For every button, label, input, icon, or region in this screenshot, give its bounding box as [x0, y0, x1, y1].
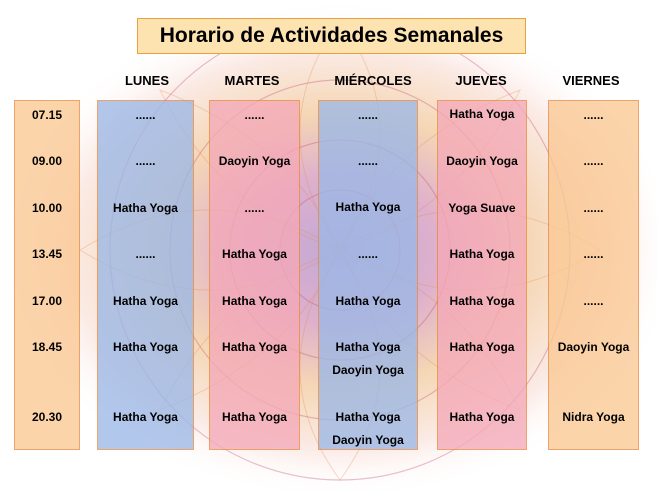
miercoles-slot: Daoyin Yoga [332, 433, 404, 447]
time-column [14, 100, 80, 450]
viernes-slot: Daoyin Yoga [557, 340, 630, 354]
page-title: Horario de Actividades Semanales [137, 18, 526, 54]
time-2: 10.00 [31, 201, 63, 215]
lunes-slot: Hatha Yoga [113, 201, 178, 215]
miercoles-slot: ...... [357, 108, 378, 122]
jueves-slot: Yoga Suave [448, 201, 516, 215]
martes-slot: Hatha Yoga [222, 410, 287, 424]
header-jueves: JUEVES [455, 73, 507, 88]
jueves-column [437, 100, 527, 450]
jueves-slot: Daoyin Yoga [446, 154, 518, 168]
lunes-slot: Hatha Yoga [113, 410, 178, 424]
miercoles-slot: ...... [357, 154, 378, 168]
jueves-slot: Hatha Yoga [449, 247, 515, 261]
jueves-slot: Hatha Yoga [449, 340, 515, 354]
time-1: 09.00 [31, 154, 63, 168]
header-martes: MARTES [224, 73, 280, 88]
lunes-slot: ...... [135, 108, 156, 122]
miercoles-column [318, 100, 418, 450]
martes-slot: Hatha Yoga [222, 294, 287, 308]
martes-slot: ...... [244, 201, 265, 215]
miercoles-slot: Hatha Yoga [335, 410, 401, 424]
viernes-slot: ...... [583, 201, 604, 215]
viernes-column [548, 100, 639, 450]
miercoles-slot: Hatha Yoga [335, 200, 401, 214]
time-0: 07.15 [31, 108, 63, 122]
lunes-slot: ...... [135, 154, 156, 168]
jueves-slot: Hatha Yoga [449, 107, 515, 121]
header-lunes: LUNES [124, 73, 170, 88]
lunes-column [97, 100, 194, 450]
time-4: 17.00 [31, 294, 63, 308]
martes-slot: Hatha Yoga [222, 247, 287, 261]
lunes-slot: Hatha Yoga [113, 294, 178, 308]
header-miercoles: MIÉRCOLES [334, 73, 412, 88]
lunes-slot: Hatha Yoga [113, 340, 178, 354]
jueves-slot: Hatha Yoga [449, 294, 515, 308]
miercoles-slot: ...... [357, 247, 378, 261]
viernes-slot: ...... [583, 154, 604, 168]
jueves-slot: Hatha Yoga [449, 410, 515, 424]
viernes-slot: ...... [583, 108, 604, 122]
time-5: 18.45 [31, 340, 63, 354]
miercoles-slot: Hatha Yoga [335, 340, 401, 354]
martes-slot: ...... [244, 108, 265, 122]
time-3: 13.45 [31, 247, 63, 261]
martes-slot: Daoyin Yoga [218, 154, 291, 168]
martes-slot: Hatha Yoga [222, 340, 287, 354]
time-6: 20.30 [31, 410, 63, 424]
viernes-slot: Nidra Yoga [562, 410, 625, 424]
miercoles-slot: Hatha Yoga [335, 294, 401, 308]
header-viernes: VIERNES [562, 73, 620, 88]
viernes-slot: ...... [583, 247, 604, 261]
martes-column [209, 100, 300, 450]
viernes-slot: ...... [583, 294, 604, 308]
lunes-slot: ...... [135, 247, 156, 261]
miercoles-slot: Daoyin Yoga [332, 363, 404, 377]
